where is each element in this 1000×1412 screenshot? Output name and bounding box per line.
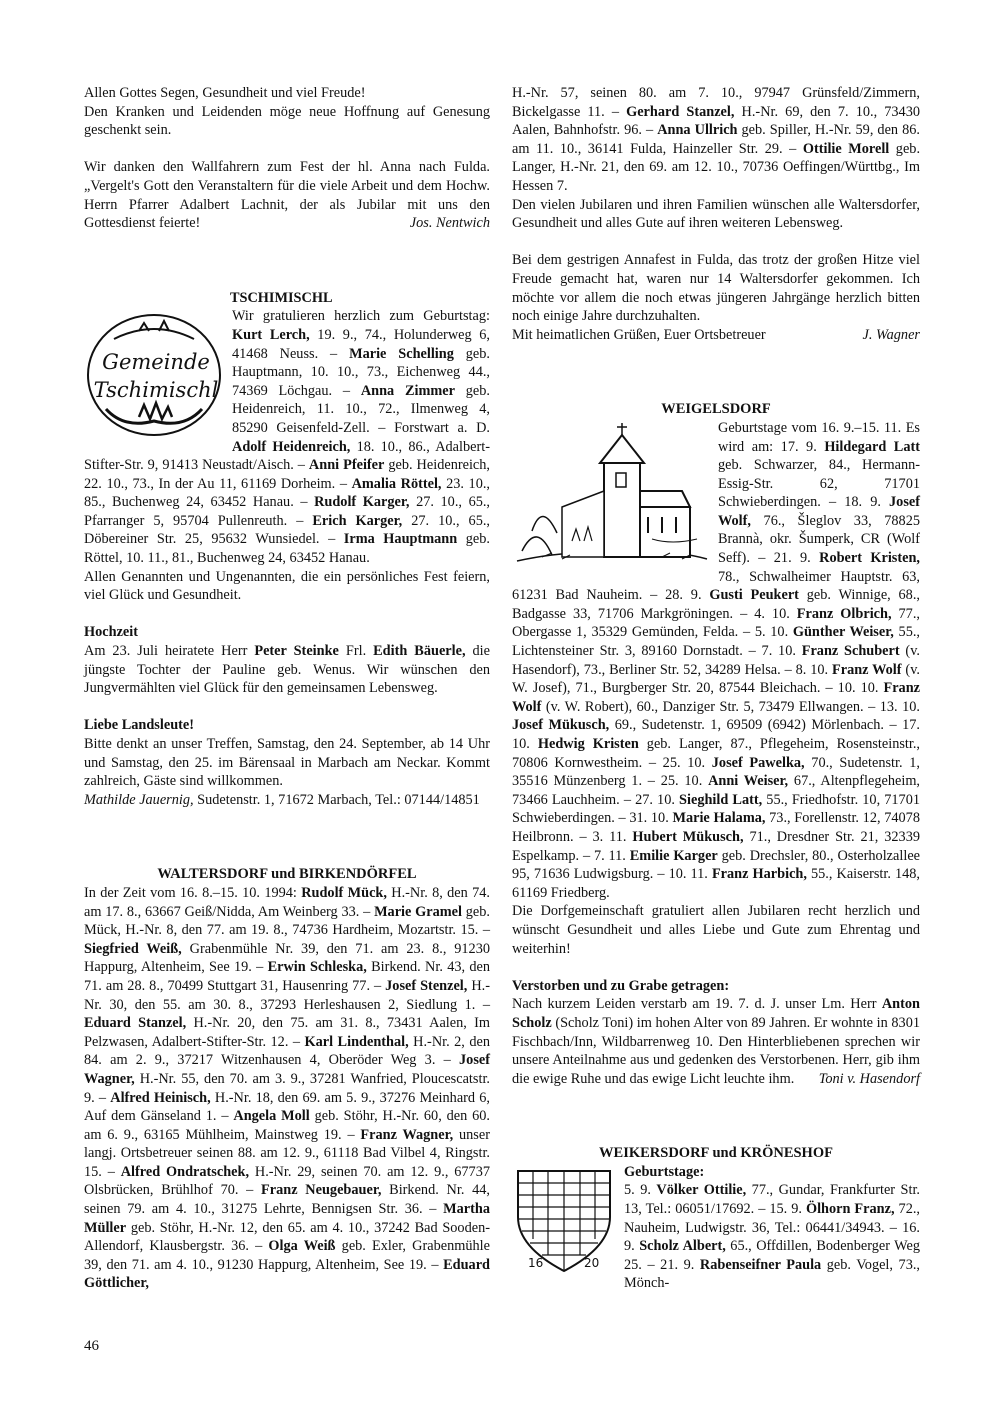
tschimischl-title: TSCHIMISCHL (230, 289, 333, 306)
annafest-text: Bei dem gestrigen Annafest in Fulda, das trotz der großen Hitze viel Freude gemacht hat, waren nur 14 Waltersdorfer gekommen. Ich möchte vor allem die noch etwas jüngeren Jahrgänge herzlich bitten noch einige Jahre durchzuhalten. (512, 252, 920, 325)
anna-signature: Jos. Nentwich (409, 215, 490, 232)
wedding-text: Am 23. Juli heiratete Herr Peter Steinke Frl. Edith Bäuerle, die jüngste Tochter der Pauline geb. Wenus. Wir wünschen den Jungvermählten viel Glück für den gemeinsamen Lebensweg. (84, 643, 490, 697)
stamp-text-1: Gemeinde (102, 350, 210, 375)
waltersdorf-text: In der Zeit vom 16. 8.–15. 10. 1994: Rudolf Mück, H.-Nr. 8, den 74. am 17. 8., 63667 Geiß/Nidda, Am Weinberg 33. – Marie Gramel geb. Mück, H.-Nr. 8, den 77. am 19. 8., 74736 Hardheim, Mozartstr. 15. – Siegfried Weiß, Grabenmühle Nr. 39, den 71. am 23. 8., 91230 Happurg, Altenheim, See 19. – Erwin Schleska, Birkend. Nr. 43, den 71. am 28. 8., 70499 Stuttgart 31, Hausenring 77. – Josef Stenzel, H.-Nr. 30, den 55. am 30. 8., 37293 Herleshausen 2, Siedlung 1. – Eduard Stanzel, H.-Nr. 20, den 75. am 31. 8., 73431 Aalen, Im Pelzwasen, Adalbert-Stifter-Str. 12. – Karl Lindenthal, H.-Nr. 2, den 84. am 2. 9., 37217 Witzenhausen 4, Oberöder Weg 3. – Josef Wagner, H.-Nr. 55, den 70. am 3. 9., 37281 Wanfried, Ploucescatstr. 9. – Alfred Heinisch, H.-Nr. 18, den 69. am 5. 9., 37276 Meinhard 6, Auf dem Gänseland 1. – Angela Moll geb. Stöhr, H.-Nr. 60, den 60. am 6. 9., 63165 Mühlheim, Mainstweg 19. – Franz Wagner, unser langj. Ortsbetreuer seinen 88. am 12. 9., 61118 Bad Vilbel 4, Ringstr. 15. – Alfred Ondratschek, H.-Nr. 29, seinen 70. am 12. 9., 67737 Olsbrücken, Brühlhof 70. – Franz Neugebauer, Birkend. Nr. 44, seinen 79. am 4. 10., 31275 Lehrte, Bennigsen Str. 36. – Martha Müller geb. Stöhr, H.-Nr. 12, den 65. am 4. 10., 37242 Bad Sooden-Allendorf, Klausbergstr. 36. – Olga Weiß geb. Exler, Grabenmühle 39, den 71. am 4. 10., 91230 Happurg, Altenheim, See 19. – Eduard Göttlicher, (84, 884, 491, 1292)
tschimischl-birthdays: Wir gratulieren herzlich zum Geburtstag: Kurt Lerch, 19. 9., 74., Holunderweg 6, 41468 Neuss. – Marie Schelling geb. Hauptmann, 10. 10., 73., Eichenweg 44., 74369 Löchgau. – Anna Zimmer geb. Heidenreich, 11. 10., 72., Ilmenweg 4, 85290 Geisenfeld-Zell. – Forstwart a. D. Adolf Heidenreich, 18. 10., 86., Adalbert-Stifter-Str. 9, 91413 Neustadt/Aisch. – Anni Pfeifer geb. Heidenreich, 22. 10., 73., In der Au 11, 61169 Dorheim. – Amalia Röttel, 23. 10., 85., Buchenweg 24, 63452 Hanau. – Rudolf Karger, 27. 10., 65., Pfarranger 5, 95704 Pullenreuth. – Erich Karger, 27. 10., 65., Döbereiner Str. 25, 95632 Wunsiedel. – Irma Hauptmann geb. Röttel, 10. 11., 81., Buchenweg 24, 63452 Hanau. (84, 308, 491, 567)
weikersdorf-subtitle: Geburtstage: (624, 1163, 705, 1180)
intro-line-2: Den Kranken und Leidenden möge neue Hoffnung auf Genesung geschenkt sein. (84, 103, 490, 139)
weikersdorf-title: WEIKERSDORF und KRÖNESHOF (599, 1145, 833, 1162)
stamp-text-2: Tschimischl (93, 378, 219, 403)
gemeinde-stamp (84, 309, 224, 439)
anna-text: Wir danken den Wallfahrern zum Fest der hl. Anna nach Fulda. „Vergelt's Gott den Veranstaltern für die viele Arbeit und dem Hochw. Herrn Pfarrer Adalbert Lachnit, der als Jubilar mit uns den Gottesdienst feierte! (84, 159, 490, 232)
intro-line-1: Allen Gottes Segen, Gesundheit und viel Freude! (84, 85, 366, 101)
shield-year-right: 20 (584, 1255, 600, 1270)
left-column (84, 84, 490, 1293)
deceased-text: Nach kurzem Leiden verstarb am 19. 7. d. J. unser Lm. Herr Anton Scholz (Scholz Toni) im hohen Alter von 89 Jahren. Er wohnte in 8301 Fischbach/Inn, Wildbarrenweg 10. Den Hinterbliebenen sprechen wir unsere Anteilnahme aus und gedenken des Verstorbenen. Herr, gib ihm die ewige Ruhe und das ewige Licht leuchte ihm. (512, 996, 920, 1087)
page-number: 46 (84, 1338, 99, 1354)
right-column (512, 84, 920, 1293)
church-illustration (512, 421, 710, 571)
weigelsdorf-birthdays: Geburtstage vom 16. 9.–15. 11. Es wird am: 17. 9. Hildegard Latt geb. Schwarzer, 84., Hermann-Essig-Str. 62, 71701 Schwieberdingen. – 18. 9. Josef Wolf, 76., Šleglov 33, 78825 Brannà, okr. Šumperk, CR (Wolf Seff). – 21. 9. Robert Kristen, 78., Schwalheimer Hauptstr. 63, 61231 Bad Nauheim. – 28. 9. Gusti Peukert geb. Winnige, 68., Badgasse 33, 71706 Markgröningen. – 4. 10. Franz Olbrich, 77., Obergasse 1, 35329 Gemünden, Felda. – 5. 10. Günther Weiser, 55., Lichtensteiner Str. 3, 89160 Dornstadt. – 7. 10. Franz Schubert (v. Hasendorf), 73., Berliner Str. 52, 34289 Helsa. – 8. 10. Franz Wolf (v. W. Josef), 71., Burgberger Str. 20, 87544 Bleichach. – 10. 10. Franz Wolf (v. W. Robert), 60., Danziger Str. 5, 73479 Ellwangen. – 13. 10. Josef Mükusch, 69., Sudetenstr. 1, 69509 (6942) Mörlenbach. – 17. 10. Hedwig Kristen geb. Langer, 87., Pflegeheim, Rosensteinstr., 70806 Kornwestheim. – 25. 10. Josef Pawelka, 70., Sudetenstr. 1, 35516 Münzenberg 1. – 25. 10. Anni Weiser, 67., Altenpflegeheim, 73466 Lauchheim. – 27. 10. Sieghild Latt, 55., Friedhofstr. 10, 71701 Schwieberdingen. – 31. 10. Marie Halama, 73., Forellenstr. 12, 74078 Heilbronn. – 3. 11. Hubert Mükusch, 71., Dresdner Str. 21, 32339 Espelkamp. – 7. 11. Emilie Karger geb. Drechsler, 80., Osterholzallee 95, 71636 Ludwigsburg. – 10. 11. Franz Harbich, 55., Kaiserstr. 148, 61169 Friedberg. (512, 419, 921, 901)
annafest-closing-line (512, 326, 920, 345)
weigelsdorf-wishes: Die Dorfgemeinschaft gratuliert allen Jubilaren recht herzlich und wünscht Gesundheit und alles Liebe und Gute zum Ehrentag und weiterhin! (512, 903, 920, 957)
weikersdorf-birthdays: 5. 9. Völker Ottilie, 77., Gundar, Frankfurter Str. 13, Tel.: 06051/17692. – 15. 9. Ölhorn Franz, 72., Nauheim, Ludwigstr. 36, Tel.: 06441/34943. – 16. 9. Scholz Albert, 65., Offdillen, Bodenberger Weg 25. – 21. 9. Rabenseifner Paula geb. Vogel, 73., Mönch- (624, 1182, 921, 1292)
coat-of-arms-shield (512, 1167, 616, 1279)
shield-year-left: 16 (528, 1255, 544, 1270)
deceased-title: Verstorben und zu Grabe getragen: (512, 977, 730, 994)
weigelsdorf-title: WEIGELSDORF (661, 401, 771, 418)
anna-paragraph (84, 158, 490, 232)
wedding-title: Hochzeit (84, 624, 138, 641)
weigelsdorf-section (512, 400, 920, 1088)
waltersdorf-continued: H.-Nr. 57, seinen 80. am 7. 10., 97947 Grünsfeld/Zimmern, Bickelgasse 11. – Gerhard Stanzel, H.-Nr. 69, den 7. 10., 73430 Aalen, Bahnhofstr. 96. – Anna Ullrich geb. Spiller, H.-Nr. 59, den 86. am 11. 10., 36141 Fulda, Hainzeller Str. 29. – Ottilie Morell geb. Langer, H.-Nr. 21, den 69. am 12. 10., 70736 Oeffingen/Württbg., Im Hessen 7. (512, 85, 921, 194)
deceased-paragraph (512, 995, 920, 1088)
waltersdorf-wishes: Den vielen Jubilaren und ihren Familien wünschen alle Waltersdorfer, Gesundheit und alles Gute auf ihren weiteren Lebensweg. (512, 196, 920, 232)
meeting-title: Liebe Landsleute! (84, 717, 195, 734)
meeting-text: Bitte denkt an unser Treffen, Samstag, den 24. September, ab 14 Uhr und Samstag, den 25. im Bärensaal in Marbach am Neckar. Kommt zahlreich, Gäste sind willkommen. (84, 736, 490, 790)
annafest-signature: J. Wagner (862, 326, 920, 343)
tschimischl-section (84, 289, 490, 810)
waltersdorf-section (84, 865, 490, 1293)
annafest-closing: Mit heimatlichen Grüßen, Euer Ortsbetreuer (512, 326, 766, 343)
waltersdorf-title: WALTERSDORF und BIRKENDÖRFEL (157, 866, 417, 883)
deceased-signature: Toni v. Hasendorf (818, 1070, 920, 1087)
weikersdorf-section (512, 1144, 920, 1293)
meeting-signature: Mathilde Jauernig, Sudetenstr. 1, 71672 Marbach, Tel.: 07144/14851 (84, 791, 480, 808)
tschimischl-wishes: Allen Genannten und Ungenannten, die ein persönliches Fest feiern, viel Glück und Gesundheit. (84, 568, 490, 604)
